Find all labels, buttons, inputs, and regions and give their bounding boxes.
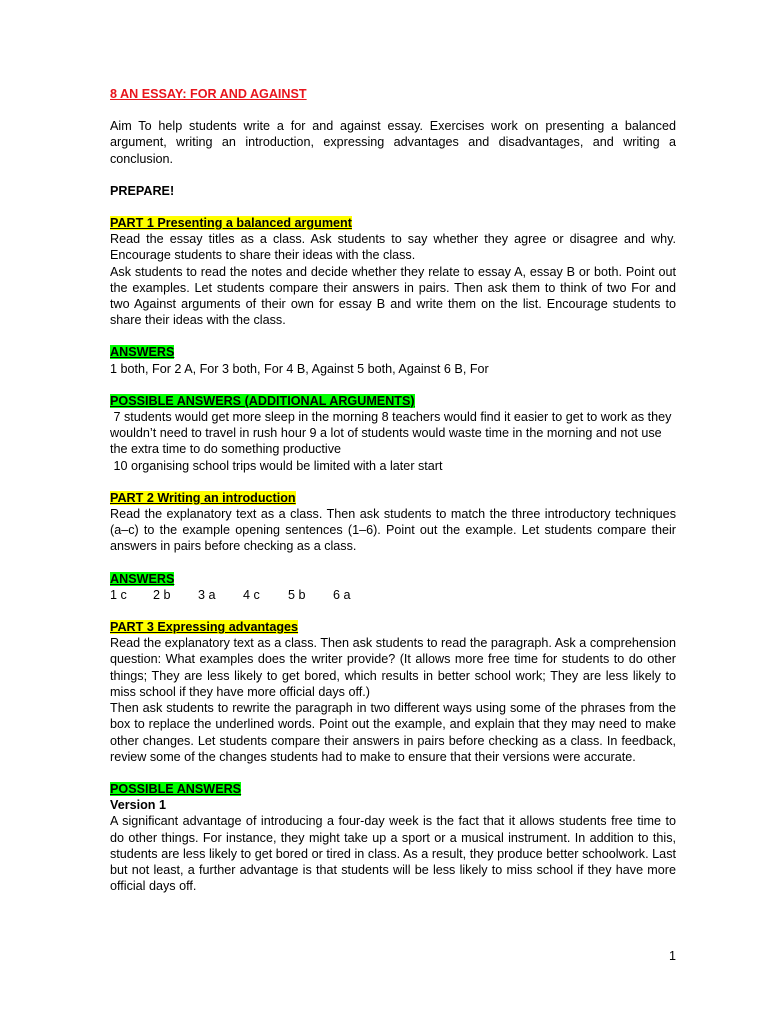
possible1-paragraph-2: 10 organising school trips would be limited with a later start [110, 458, 443, 473]
possible1-paragraph-1: 7 students would get more sleep in the morning 8 teachers would find it easier to get to work as they wouldn’t need to travel in rush hour 9 a lot of students would waste time in the morning and not use the extra time to do something productive [110, 410, 675, 457]
part3-heading-line [110, 619, 676, 635]
answers2-heading: ANSWERS [110, 571, 175, 586]
page-number: 1 [668, 949, 676, 963]
possible2-paragraph-1: A significant advantage of introducing a four-day week is the fact that it allows students free time to do other things. For instance, they might take up a sport or a musical instrument. In addition to this, students are less likely to get bored or tired in class. As a result, they produce better schoolwork. Last but not least, a further advantage is that students will be less likely to miss school if they have more official days off. [110, 814, 676, 894]
possible2-heading: POSSIBLE ANSWERS [110, 781, 242, 796]
document-title [110, 86, 676, 102]
answer-item: 2 b [153, 587, 171, 602]
possible2-heading-line [110, 781, 676, 797]
part2-heading: PART 2 Writing an introduction [110, 490, 296, 505]
part1-paragraph-1: Read the essay titles as a class. Ask students to say whether they agree or disagree and why. Encourage students to share their ideas with the class. [110, 232, 676, 263]
aim-paragraph: Aim To help students write a for and against essay. Exercises work on presenting a balanced argument, writing an introduction, expressing advantages and disadvantages, and writing a conclusion. [110, 119, 676, 166]
part1-paragraph-2: Ask students to read the notes and decide whether they relate to essay A, essay B or both. Point out the examples. Let students compare their answers in pairs. Then ask them to think of two For and two Against arguments of their own for essay B and write them on the list. Encourage students to share their ideas with the class. [110, 264, 676, 328]
part2-paragraph-1: Read the explanatory text as a class. Then ask students to match the three introductory techniques (a–c) to the example opening sentences (1–6). Point out the example. Let students compare their answers in pairs before checking as a class. [110, 507, 676, 554]
part2-heading-line [110, 490, 676, 506]
answer-item: 1 c [110, 587, 127, 602]
answers1-heading-line [110, 344, 676, 360]
answer-item: 6 a [333, 587, 351, 602]
document-title-text: 8 AN ESSAY: FOR AND AGAINST [110, 87, 307, 101]
answers1-text: 1 both, For 2 A, For 3 both, For 4 B, Against 5 both, Against 6 B, For [110, 361, 489, 376]
version-label: Version 1 [110, 798, 167, 813]
part1-heading: PART 1 Presenting a balanced argument [110, 216, 352, 231]
part3-paragraph-2: Then ask students to rewrite the paragraph in two different ways using some of the phrases from the box to replace the underlined words. Point out the example, and explain that they may need to make other changes. Let students compare their answers in pairs before checking as a class. In feedback, review some of the changes students had to make to ensure that their versions were accurate. [110, 701, 676, 764]
answer-item: 5 b [288, 587, 306, 602]
answers1-heading: ANSWERS [110, 345, 175, 360]
answers2-row [110, 587, 676, 603]
part3-heading: PART 3 Expressing advantages [110, 620, 299, 635]
answer-item: 3 a [198, 587, 216, 602]
possible1-heading-line [110, 393, 676, 409]
possible1-heading: POSSIBLE ANSWERS (ADDITIONAL ARGUMENTS) [110, 393, 415, 408]
part3-paragraph-1: Read the explanatory text as a class. Then ask students to read the paragraph. Ask a comprehension question: What examples does the writer provide? (It allows more free time for students to do other things; They are less likely to get bored, which results in better school work; They are less likely to miss school if they have more official days off.) [110, 636, 676, 699]
answers2-heading-line [110, 571, 676, 587]
part1-heading-line [110, 215, 676, 231]
answer-item: 4 c [243, 587, 260, 602]
prepare-heading: PREPARE! [110, 183, 175, 198]
